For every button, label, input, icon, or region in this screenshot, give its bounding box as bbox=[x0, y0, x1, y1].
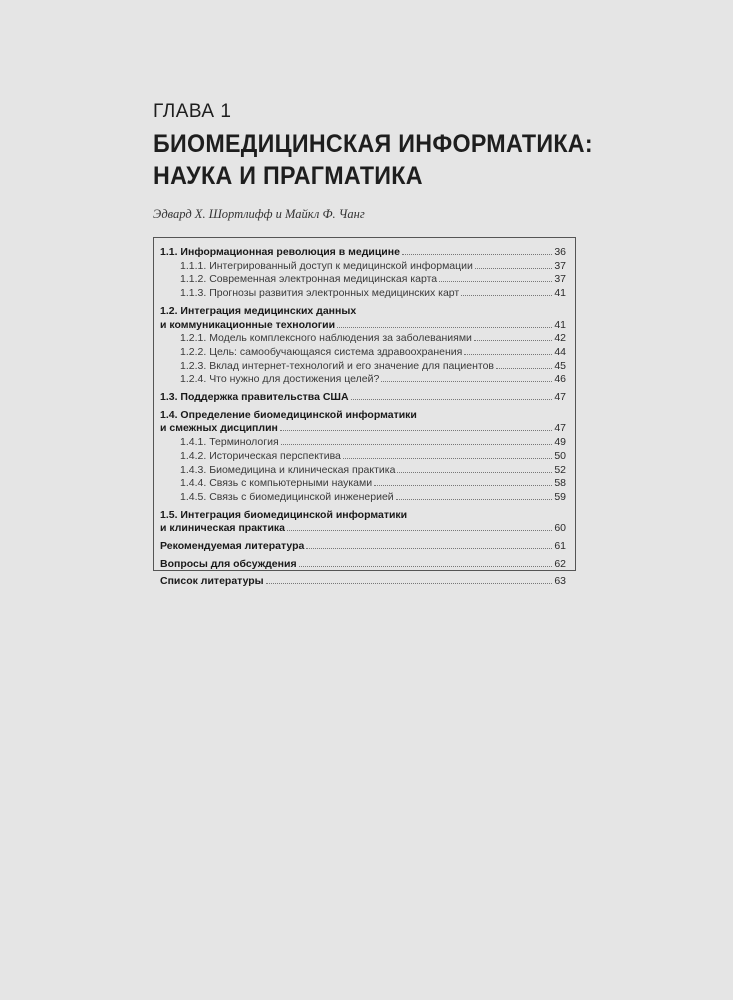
toc-leader-dots bbox=[337, 327, 552, 328]
toc-entry-page-number: 61 bbox=[554, 540, 566, 553]
toc-entry[interactable] bbox=[160, 477, 566, 491]
toc-entry-title: 1.1.3. Прогнозы развития электронных медицинских карт bbox=[180, 287, 460, 300]
toc-leader-dots bbox=[474, 340, 552, 341]
toc-entry-title: Вопросы для обсуждения bbox=[160, 557, 297, 570]
toc-entry-page-number: 50 bbox=[554, 449, 566, 462]
toc-entry[interactable] bbox=[160, 305, 566, 332]
toc-entry-page-number: 36 bbox=[554, 246, 566, 258]
toc-entry[interactable] bbox=[160, 450, 566, 464]
toc-leader-dots bbox=[475, 268, 552, 269]
chapter-authors: Эдвард Х. Шортлифф и Майкл Ф. Чанг bbox=[153, 207, 365, 221]
toc-entry[interactable] bbox=[160, 436, 566, 450]
toc-leader-dots bbox=[281, 444, 553, 445]
toc-entry-title-first-line: 1.4. Определение биомедицинской информатики bbox=[160, 408, 417, 421]
toc-entry-page-number: 41 bbox=[554, 287, 566, 300]
toc-leader-dots bbox=[299, 566, 553, 567]
table-of-contents bbox=[153, 237, 576, 588]
toc-entry-page-number: 47 bbox=[554, 391, 566, 404]
toc-leader-dots bbox=[343, 458, 552, 459]
toc-entry-page-number: 44 bbox=[554, 345, 566, 358]
toc-entry-title: 1.4.2. Историческая перспектива bbox=[180, 449, 341, 462]
toc-entry-title: 1.4.1. Терминология bbox=[180, 436, 279, 449]
toc-entry-title: 1.3. Поддержка правительства США bbox=[160, 391, 349, 404]
toc-entry-title: Список литературы bbox=[160, 575, 264, 588]
toc-entry[interactable] bbox=[160, 360, 566, 374]
toc-leader-dots bbox=[439, 281, 552, 282]
toc-entry[interactable] bbox=[160, 540, 566, 554]
toc-entry-title: 1.4.5. Связь с биомедицинской инженерией bbox=[180, 490, 394, 503]
toc-leader-dots bbox=[402, 254, 552, 255]
toc-entry-title: 1.2.1. Модель комплексного наблюдения за заболеваниями bbox=[180, 332, 472, 345]
toc-entry-page-number: 58 bbox=[554, 477, 566, 490]
toc-entry[interactable] bbox=[160, 575, 566, 589]
toc-entry-title: 1.1.2. Современная электронная медицинская карта bbox=[180, 273, 438, 286]
toc-entry[interactable] bbox=[160, 464, 566, 478]
toc-entry-page-number: 41 bbox=[554, 318, 566, 331]
toc-entry[interactable] bbox=[160, 260, 566, 274]
toc-entry-page-number: 37 bbox=[554, 259, 566, 272]
toc-entry-page-number: 47 bbox=[554, 422, 566, 435]
toc-entry[interactable] bbox=[160, 346, 566, 360]
toc-entry[interactable] bbox=[160, 287, 566, 301]
toc-leader-dots bbox=[351, 399, 553, 400]
toc-entry-title: 1.4.3. Биомедицина и клиническая практика bbox=[180, 463, 396, 476]
toc-entry[interactable] bbox=[160, 273, 566, 287]
toc-entry-title-first-line: 1.2. Интеграция медицинских данных bbox=[160, 304, 357, 317]
toc-entry[interactable] bbox=[160, 332, 566, 346]
toc-entry-title: и смежных дисциплин bbox=[160, 422, 278, 435]
toc-entry[interactable] bbox=[160, 373, 566, 387]
toc-leader-dots bbox=[280, 430, 552, 431]
toc-leader-dots bbox=[461, 295, 552, 296]
toc-leader-dots bbox=[374, 485, 552, 486]
toc-leader-dots bbox=[266, 583, 553, 584]
toc-entry-page-number: 63 bbox=[554, 575, 566, 588]
toc-leader-dots bbox=[287, 530, 552, 531]
toc-entry-title-first-line: 1.5. Интеграция биомедицинской информатики bbox=[160, 508, 408, 521]
toc-entry-page-number: 59 bbox=[554, 490, 566, 503]
toc-entry-title: 1.2.3. Вклад интернет-технологий и его значение для пациентов bbox=[180, 359, 495, 372]
toc-entry-title: 1.4.4. Связь с компьютерными науками bbox=[180, 477, 373, 490]
toc-entry[interactable] bbox=[160, 246, 566, 260]
toc-entry[interactable] bbox=[160, 558, 566, 572]
toc-entry-title: и коммуникационные технологии bbox=[160, 318, 336, 331]
toc-entry-title: и клиническая практика bbox=[160, 522, 285, 535]
chapter-label: ГЛАВА 1 bbox=[153, 101, 232, 122]
toc-entry-page-number: 37 bbox=[554, 273, 566, 286]
toc-entry-title: 1.1.1. Интегрированный доступ к медицинской информации bbox=[180, 259, 473, 272]
toc-leader-dots bbox=[381, 381, 552, 382]
chapter-title-line-1: БИОМЕДИЦИНСКАЯ ИНФОРМАТИКА: bbox=[153, 130, 593, 158]
toc-leader-dots bbox=[464, 354, 552, 355]
toc-entry-page-number: 49 bbox=[554, 436, 566, 449]
chapter-title-line-2: НАУКА И ПРАГМАТИКА bbox=[153, 162, 423, 190]
toc-entry-page-number: 42 bbox=[554, 332, 566, 345]
toc-entry-page-number: 45 bbox=[554, 359, 566, 372]
toc-entry[interactable] bbox=[160, 409, 566, 436]
toc-entry[interactable] bbox=[160, 391, 566, 405]
toc-entry[interactable] bbox=[160, 491, 566, 505]
toc-entry-title: 1.2.2. Цель: самообучающаяся система здравоохранения bbox=[180, 345, 463, 358]
toc-leader-dots bbox=[396, 499, 553, 500]
toc-entry-page-number: 62 bbox=[554, 557, 566, 570]
toc-entry-page-number: 60 bbox=[554, 522, 566, 535]
toc-leader-dots bbox=[397, 472, 552, 473]
chapter-title bbox=[153, 128, 593, 192]
toc-entry[interactable] bbox=[160, 509, 566, 536]
toc-list bbox=[160, 246, 566, 589]
toc-leader-dots bbox=[306, 548, 552, 549]
toc-entry-title: 1.1. Информационная революция в медицине bbox=[160, 246, 400, 258]
toc-entry-page-number: 46 bbox=[554, 373, 566, 386]
toc-entry-title: 1.2.4. Что нужно для достижения целей? bbox=[180, 373, 380, 386]
toc-entry-page-number: 52 bbox=[554, 463, 566, 476]
toc-entry-title: Рекомендуемая литература bbox=[160, 540, 305, 553]
toc-leader-dots bbox=[496, 368, 552, 369]
